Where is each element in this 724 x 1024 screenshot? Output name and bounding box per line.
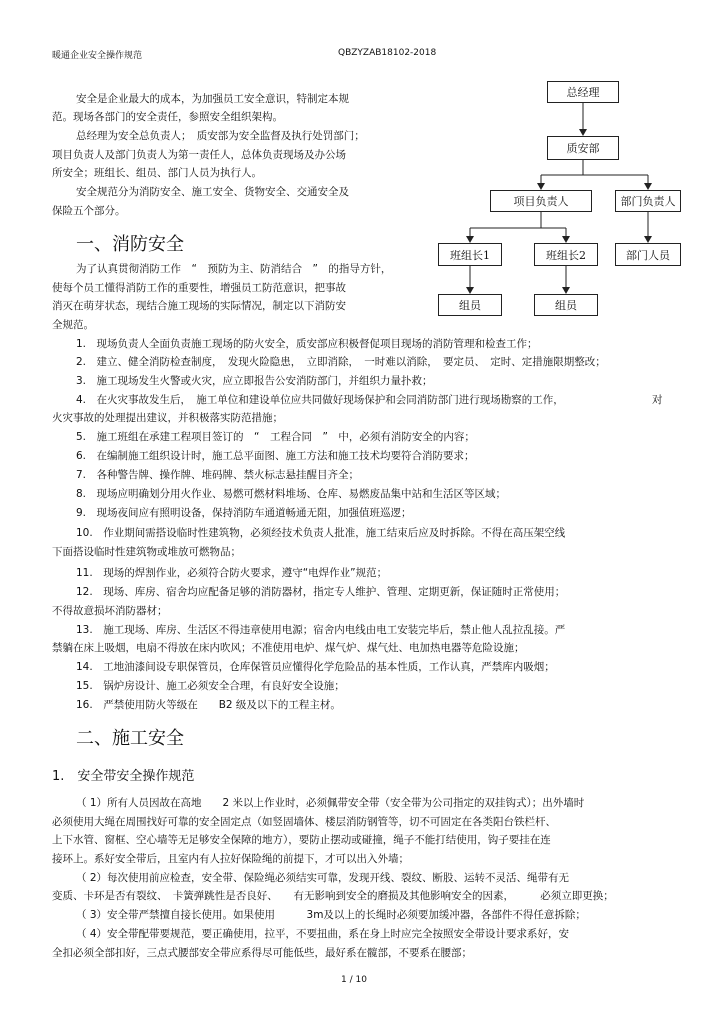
list-item: 4. 在火灾事故发生后， 施工单位和建设单位应共同做好现场保护和会同消防部门进行现场勘察的工作， — [76, 394, 564, 406]
list-item: 1. 现场负责人全面负责施工现场的防火安全，质安部应积极督促项目现场的消防管理和检查工作； — [76, 338, 538, 350]
paragraph-line: （ 1）所有人员因故在高地 2 米以上作业时，必须佩带安全带（安全带为公司指定的双挂钩式）；出外墙时 — [76, 797, 585, 809]
list-item: 3. 施工现场发生火警或火灾，应立即报告公安消防部门，并组织力量扑救； — [76, 375, 433, 387]
org-box-quality-safety-dept: 质安部 — [547, 136, 619, 160]
paragraph-line: 变质、卡环是否有裂纹、 卡簧弹跳性是否良好、 有无影响到安全的磨损及其他影响安全的因素， 必须立即更换； — [52, 890, 614, 902]
list-item: 6. 在编制施工组织设计时，施工总平面图、施工方法和施工技术均要符合消防要求； — [76, 450, 475, 462]
list-item-continued: 火灾事故的处理提出建议，并积极落实防范措施； — [52, 412, 283, 424]
org-box-member-1: 组员 — [438, 294, 502, 316]
list-item-continued: 禁躺在床上吸烟，电扇不得放在床内吹风；不准使用电炉、煤气炉、煤气灶、电加热电器等危险设施； — [52, 642, 525, 654]
subsection-title-safety-belt: 1. 安全带安全操作规范 — [52, 769, 195, 784]
section-title-fire-safety: 一、消防安全 — [76, 234, 184, 255]
list-item-trailing: 对 — [652, 394, 663, 406]
paragraph-line: 上下水管、窗框、空心墙等无足够安全保障的地方），要防止摆动或碰撞，绳子不能打结使用，钩子要挂在连 — [52, 834, 551, 846]
list-item: 10. 作业期间需搭设临时性建筑物，必须经技术负责人批准，施工结束后应及时拆除。不得在高压架空线 — [76, 527, 566, 539]
intro-line: 总经理为安全总负责人； 质安部为安全监督及执行处罚部门； — [76, 130, 365, 142]
paragraph-line: 全扣必须全部扣好，三点式腰部安全带应系得尽可能低些，最好系在髋部，不要系在腰部； — [52, 947, 472, 959]
list-item-continued: 下面搭设临时性建筑物或堆放可燃物品； — [52, 546, 241, 558]
section-intro-line: 使每个员工懂得消防工作的重要性，增强员工防范意识，把事故 — [52, 282, 346, 294]
org-box-dept-staff: 部门人员 — [615, 243, 681, 266]
org-box-team-leader-2: 班组长2 — [534, 243, 598, 266]
list-item: 8. 现场应明确划分用火作业、易燃可燃材料堆场、仓库、易燃废品集中站和生活区等区域； — [76, 488, 507, 500]
list-item: 13. 施工现场、库房、生活区不得违章使用电源；宿舍内电线由电工安装完毕后，禁止他人乱拉乱接。严 — [76, 624, 566, 636]
list-item: 15. 锅炉房设计、施工必须安全合理，有良好安全设施； — [76, 680, 345, 692]
page-number: 1 / 10 — [341, 975, 367, 985]
org-box-project-lead: 项目负责人 — [490, 190, 592, 212]
list-item: 12. 现场、库房、宿舍均应配备足够的消防器材，指定专人维护、管理、定期更新，保证随时正常使用； — [76, 586, 566, 598]
intro-line: 保险五个部分。 — [52, 205, 126, 217]
org-box-dept-lead: 部门负责人 — [615, 190, 681, 212]
intro-line: 所安全；班组长、组员、部门人员为执行人。 — [52, 167, 262, 179]
list-item: 7. 各种警告牌、操作牌、堆码牌、禁火标志悬挂醒目齐全； — [76, 469, 360, 481]
paragraph-line: 接环上。系好安全带后，且室内有人拉好保险绳的前提下，才可以出入外墙； — [52, 853, 409, 865]
list-item: 16. 严禁使用防火等级在 B2 级及以下的工程主材。 — [76, 699, 341, 711]
paragraph-line: （ 3）安全带严禁擅自接长使用。如果使用 3m及以上的长绳时必须要加缓冲器，各部件不得任意拆除； — [76, 909, 586, 921]
section-intro-line: 全规范。 — [52, 319, 94, 331]
section-intro-line: 消灭在萌芽状态，现结合施工现场的实际情况，制定以下消防安 — [52, 300, 346, 312]
list-item: 9. 现场夜间应有照明设备，保持消防车通道畅通无阻，加强值班巡逻； — [76, 507, 412, 519]
paragraph-line: （ 2）每次使用前应检查，安全带、保险绳必须结实可靠，发现开线、裂纹、断股、运转不灵活、绳带有无 — [76, 872, 570, 884]
list-item-continued: 不得故意损坏消防器材； — [52, 605, 168, 617]
list-item: 14. 工地油漆间设专职保管员，仓库保管员应懂得化学危险品的基本性质，工作认真，严禁库内吸烟； — [76, 661, 555, 673]
section-intro-line: 为了认真贯彻消防工作 “ 预防为主、防消结合 ” 的指导方针， — [76, 263, 392, 275]
header-title: 暖通企业安全操作规范 — [52, 51, 143, 61]
intro-line: 安全是企业最大的成本，为加强员工安全意识，特制定本规 — [76, 93, 349, 105]
list-item: 11. 现场的焊割作业，必须符合防火要求，遵守“电焊作业”规范； — [76, 567, 388, 579]
intro-line: 项目负责人及部门负责人为第一责任人，总体负责现场及办公场 — [52, 149, 346, 161]
intro-line: 范。现场各部门的安全责任，参照安全组织架构。 — [52, 111, 283, 123]
intro-line: 安全规范分为消防安全、施工安全、货物安全、交通安全及 — [76, 186, 349, 198]
list-item: 2. 建立、健全消防检查制度， 发现火险隐患， 立即消除， 一时难以消除， 要定员、 定时、定措施限期整改； — [76, 356, 606, 368]
section-title-construction-safety: 二、施工安全 — [76, 728, 184, 749]
org-box-general-manager: 总经理 — [547, 81, 619, 103]
paragraph-line: 必须使用大绳在周围找好可靠的安全固定点（如竖固墙体、楼层消防钢管等，切不可固定在各类阳台铁栏杆、 — [52, 816, 556, 828]
paragraph-line: （ 4）安全带配带要规范，要正确使用，拉平，不要扭曲，系在身上时应完全按照安全带设计要求系好，安 — [76, 928, 570, 940]
org-box-team-leader-1: 班组长1 — [438, 243, 502, 266]
org-box-member-2: 组员 — [534, 294, 598, 316]
list-item: 5. 施工班组在承建工程项目签订的 “ 工程合同 ” 中，必须有消防安全的内容； — [76, 431, 475, 443]
header-code: QBZYZAB18102-2018 — [338, 48, 437, 58]
